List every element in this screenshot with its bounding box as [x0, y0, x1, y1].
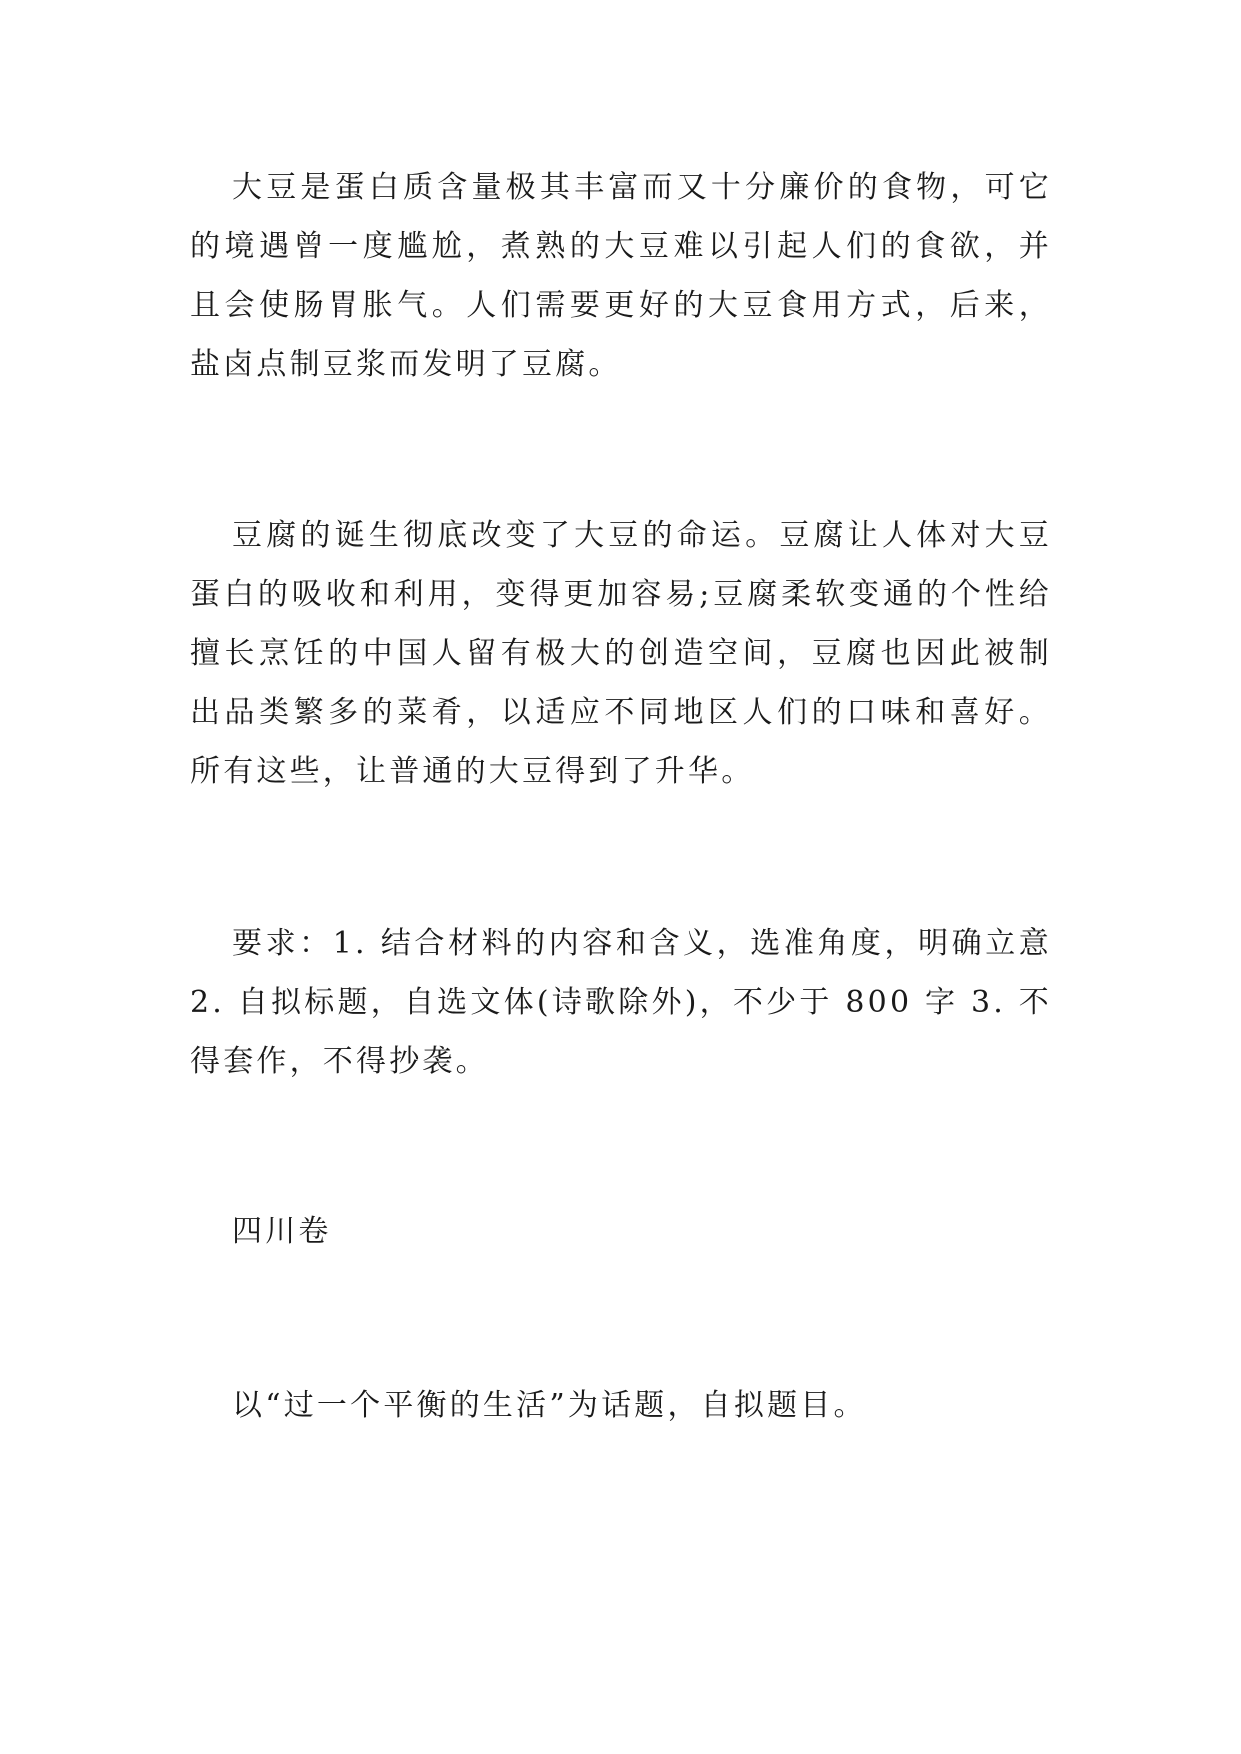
section-heading-sichuan: 四川卷 [232, 1214, 332, 1249]
paragraph-tofu-birth: 豆腐的诞生彻底改变了大豆的命运。豆腐让人体对大豆蛋白的吸收和利用，变得更加容易;豆腐柔软变通的个性给擅长烹饪的中国人留有极大的创造空间，豆腐也因此被制出品类繁多的菜肴，以适应不同地区人们的口味和喜好。所有这些，让普通的大豆得到了升华。 [190, 518, 1052, 789]
paragraph-topic-prompt: 以“过一个平衡的生活”为话题，自拟题目。 [232, 1388, 867, 1423]
paragraph-requirements: 要求：1. 结合材料的内容和含义，选准角度，明确立意 2. 自拟标题，自选文体(诗歌除外)，不少于 800 字 3. 不得套作，不得抄袭。 [190, 926, 1052, 1079]
paragraph-soybean-intro: 大豆是蛋白质含量极其丰富而又十分廉价的食物，可它的境遇曾一度尴尬，煮熟的大豆难以引起人们的食欲，并且会使肠胃胀气。人们需要更好的大豆食用方式，后来，盐卤点制豆浆而发明了豆腐。 [190, 170, 1052, 382]
